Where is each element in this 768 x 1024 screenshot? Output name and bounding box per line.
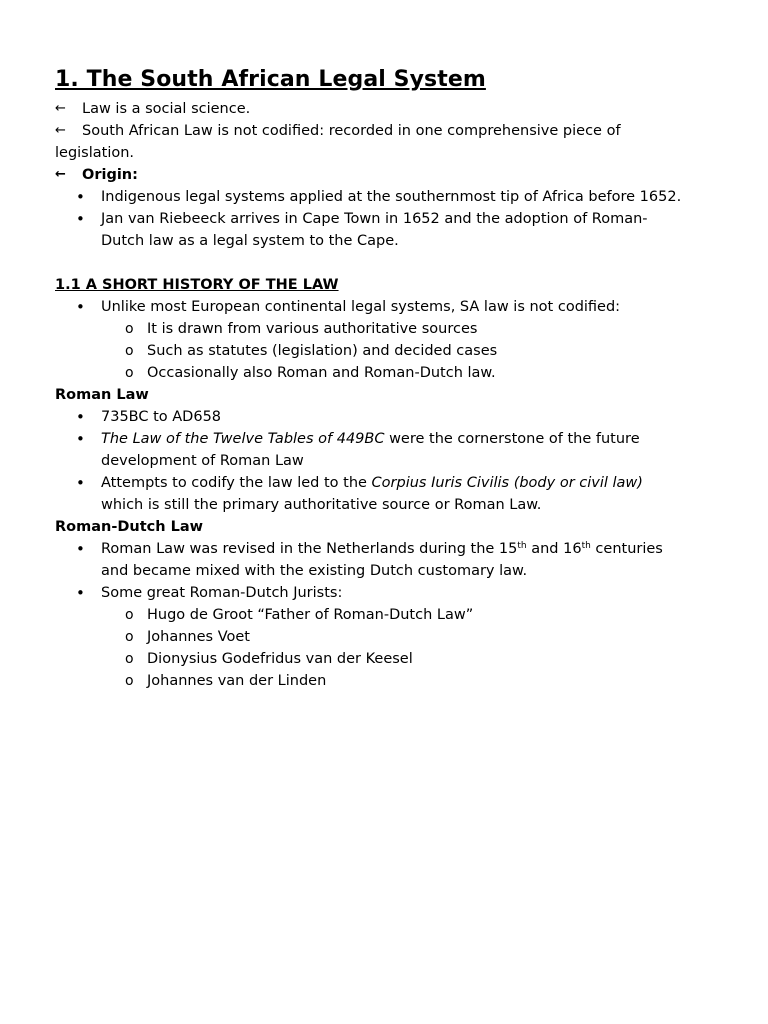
origin-bullet-1 — [55, 186, 745, 208]
bullet-text: Dutch law as a legal system to the Cape. — [101, 233, 399, 249]
intro-point-2-continuation: legislation. — [55, 145, 135, 161]
bullet-text: development of Roman Law — [101, 453, 304, 469]
roman-law-heading: Roman Law — [55, 387, 149, 403]
bullet-icon: • — [76, 298, 85, 316]
section-sub-1 — [55, 318, 745, 340]
intro-point-text: Law is a social science. — [82, 101, 251, 117]
bullet-text: were the cornerstone of the future — [384, 431, 640, 447]
bullet-icon: • — [76, 188, 85, 206]
origin-heading — [55, 164, 745, 186]
section-sub-2 — [55, 340, 745, 362]
page-title: 1. The South African Legal System — [55, 67, 486, 92]
roman-law-bullet-3-continuation — [55, 494, 745, 516]
arrow-icon: ← — [55, 101, 66, 116]
bullet-text: Indigenous legal systems applied at the southernmost tip of Africa before 1652. — [101, 189, 682, 205]
section-sub-3 — [55, 362, 745, 384]
roman-dutch-bullet-2 — [55, 582, 745, 604]
bullet-text: Jan van Riebeeck arrives in Cape Town in 1652 and the adoption of Roman- — [101, 211, 648, 227]
superscript-th: th — [581, 541, 591, 551]
jurist-name: Johannes Voet — [147, 629, 250, 645]
sub-bullet-icon: o — [125, 673, 134, 689]
bullet-text: Some great Roman-Dutch Jurists: — [101, 585, 343, 601]
sub-bullet-icon: o — [125, 343, 134, 359]
section-heading: 1.1 A SHORT HISTORY OF THE LAW — [55, 277, 339, 293]
bullet-text: centuries — [590, 541, 663, 557]
jurist-item — [55, 648, 745, 670]
bullet-icon: • — [76, 408, 85, 426]
sub-text: It is drawn from various authoritative sources — [147, 321, 478, 337]
roman-dutch-heading: Roman-Dutch Law — [55, 519, 204, 535]
jurist-name: Dionysius Godefridus van der Keesel — [147, 651, 413, 667]
sub-bullet-icon: o — [125, 321, 134, 337]
superscript-th: th — [517, 541, 527, 551]
intro-point-2 — [55, 120, 745, 142]
sub-text: Occasionally also Roman and Roman-Dutch law. — [147, 365, 496, 381]
roman-dutch-bullet-1 — [55, 538, 745, 560]
corpus-title: Corpius Iuris Civilis (body or civil law) — [371, 475, 643, 491]
roman-law-bullet-1 — [55, 406, 745, 428]
jurist-item — [55, 604, 745, 626]
origin-bullet-2-continuation — [55, 230, 745, 252]
sub-bullet-icon: o — [125, 607, 134, 623]
origin-bullet-2 — [55, 208, 745, 230]
jurist-item — [55, 670, 745, 692]
bullet-text: Roman Law was revised in the Netherlands during the 15 — [101, 541, 518, 557]
bullet-icon: • — [76, 474, 85, 492]
arrow-icon: ← — [55, 167, 66, 182]
twelve-tables-title: The Law of the Twelve Tables of 449BC — [101, 431, 385, 447]
roman-law-bullet-2 — [55, 428, 745, 450]
sub-bullet-icon: o — [125, 651, 134, 667]
jurist-item — [55, 626, 745, 648]
sub-bullet-icon: o — [125, 629, 134, 645]
bullet-text: Unlike most European continental legal systems, SA law is not codified: — [101, 299, 621, 315]
roman-law-bullet-2-continuation — [55, 450, 745, 472]
bullet-text: 735BC to AD658 — [101, 409, 222, 425]
bullet-text: Attempts to codify the law led to the — [101, 475, 372, 491]
intro-point-text: South African Law is not codified: recorded in one comprehensive piece of — [82, 123, 621, 139]
sub-text: Such as statutes (legislation) and decided cases — [147, 343, 498, 359]
jurist-name: Johannes van der Linden — [147, 673, 327, 689]
roman-dutch-bullet-1-continuation — [55, 560, 745, 582]
bullet-text: and 16 — [526, 541, 582, 557]
sub-bullet-icon: o — [125, 365, 134, 381]
roman-law-bullet-3 — [55, 472, 745, 494]
bullet-icon: • — [76, 430, 85, 448]
origin-label: Origin: — [82, 167, 138, 183]
bullet-icon: • — [76, 584, 85, 602]
bullet-text: which is still the primary authoritative source or Roman Law. — [101, 497, 542, 513]
document-page — [55, 62, 745, 692]
bullet-icon: • — [76, 540, 85, 558]
bullet-icon: • — [76, 210, 85, 228]
intro-point-1 — [55, 98, 745, 120]
jurist-name: Hugo de Groot “Father of Roman-Dutch Law” — [147, 607, 474, 623]
spacer — [55, 252, 745, 274]
bullet-text: and became mixed with the existing Dutch customary law. — [101, 563, 528, 579]
arrow-icon: ← — [55, 123, 66, 138]
section-bullet — [55, 296, 745, 318]
